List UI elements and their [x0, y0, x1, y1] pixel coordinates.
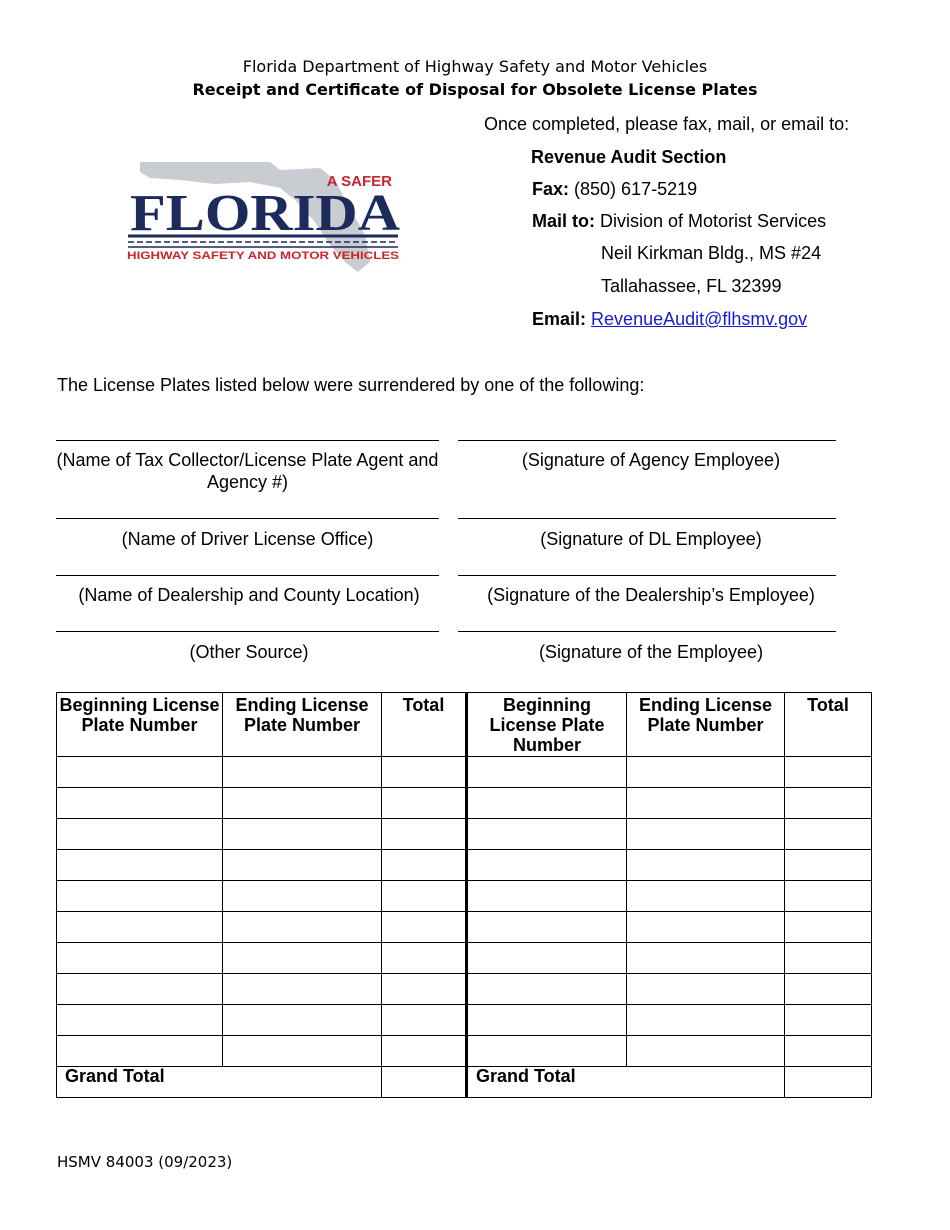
cell[interactable]: [467, 819, 627, 850]
table-row: [57, 1036, 872, 1067]
grand-total-label-2: Grand Total: [467, 1067, 785, 1098]
cell[interactable]: [785, 881, 872, 912]
logo-word: FLORIDA: [130, 185, 401, 242]
mail-line3: Tallahassee, FL 32399: [601, 276, 782, 296]
sig-label-employee: (Signature of the Employee): [538, 642, 764, 662]
plates-table: [56, 692, 872, 1098]
cell[interactable]: [382, 912, 467, 943]
sig-label-dealership-employee: (Signature of the Dealership’s Employee): [487, 585, 815, 605]
signature-line[interactable]: [458, 440, 836, 441]
grand-total-cell[interactable]: [382, 1067, 467, 1098]
grand-total-label: Grand Total: [57, 1067, 382, 1098]
cell[interactable]: [57, 881, 223, 912]
cell[interactable]: [382, 757, 467, 788]
cell[interactable]: [57, 788, 223, 819]
cell[interactable]: [57, 757, 223, 788]
table-row: [57, 974, 872, 1005]
signature-line[interactable]: [56, 575, 439, 576]
cell[interactable]: [223, 1036, 382, 1067]
cell[interactable]: [785, 850, 872, 881]
sig-label-dl-office: (Name of Driver License Office): [121, 529, 374, 549]
cell[interactable]: [223, 1005, 382, 1036]
table-header-row: [57, 693, 872, 757]
signature-line[interactable]: [56, 440, 439, 441]
mail-line2: Neil Kirkman Bldg., MS #24: [601, 243, 822, 263]
cell[interactable]: [627, 1005, 785, 1036]
cell[interactable]: [627, 912, 785, 943]
cell[interactable]: [223, 881, 382, 912]
email-label: Email:: [532, 309, 587, 329]
contact-email: [532, 309, 807, 330]
sig-label-dl-employee: (Signature of DL Employee): [540, 529, 762, 549]
col-total: Total: [382, 693, 467, 757]
col-beginning-number-2: Beginning License Plate Number: [467, 693, 627, 757]
cell[interactable]: [382, 1005, 467, 1036]
cell[interactable]: [382, 819, 467, 850]
cell[interactable]: [627, 1036, 785, 1067]
cell[interactable]: [57, 974, 223, 1005]
cell[interactable]: [467, 1036, 627, 1067]
col-ending-number-2: Ending License Plate Number: [627, 693, 785, 757]
cell[interactable]: [785, 943, 872, 974]
cell[interactable]: [223, 912, 382, 943]
cell[interactable]: [785, 788, 872, 819]
email-link[interactable]: RevenueAudit@flhsmv.gov: [591, 309, 808, 329]
cell[interactable]: [467, 788, 627, 819]
cell[interactable]: [785, 1005, 872, 1036]
sig-label-dealership: (Name of Dealership and County Location): [78, 585, 420, 605]
table-row: [57, 788, 872, 819]
table-row: [57, 819, 872, 850]
cell[interactable]: [467, 1005, 627, 1036]
cell[interactable]: [467, 974, 627, 1005]
logo-tagline: A SAFER: [326, 173, 392, 190]
cell[interactable]: [627, 850, 785, 881]
cell[interactable]: [627, 819, 785, 850]
signature-line[interactable]: [458, 631, 836, 632]
sig-label-tax-collector: (Name of Tax Collector/License Plate Agent and Agency #): [56, 450, 439, 492]
intro-text: The License Plates listed below were surrendered by one of the following:: [57, 375, 645, 395]
cell[interactable]: [467, 850, 627, 881]
cell[interactable]: [382, 974, 467, 1005]
mail-line1: Division of Motorist Services: [600, 211, 827, 231]
cell[interactable]: [785, 757, 872, 788]
cell[interactable]: [627, 974, 785, 1005]
cell[interactable]: [785, 974, 872, 1005]
signature-line[interactable]: [458, 575, 836, 576]
table-row: [57, 850, 872, 881]
cell[interactable]: [57, 943, 223, 974]
cell[interactable]: [785, 1036, 872, 1067]
grand-total-cell-2[interactable]: [785, 1067, 872, 1098]
cell[interactable]: [223, 974, 382, 1005]
cell[interactable]: [223, 943, 382, 974]
col-ending-number: Ending License Plate Number: [223, 693, 382, 757]
cell[interactable]: [382, 850, 467, 881]
contact-mail: [532, 211, 826, 232]
cell[interactable]: [785, 819, 872, 850]
contact-intro: Once completed, please fax, mail, or email to:: [484, 114, 850, 134]
form-title: Receipt and Certificate of Disposal for Obsolete License Plates: [192, 80, 758, 99]
cell[interactable]: [467, 757, 627, 788]
fax-number: (850) 617-5219: [574, 179, 698, 199]
contact-fax: [532, 179, 697, 200]
agency-name: Florida Department of Highway Safety and Motor Vehicles: [242, 57, 708, 76]
cell[interactable]: [57, 850, 223, 881]
mail-label: Mail to:: [532, 211, 595, 231]
cell[interactable]: [627, 881, 785, 912]
cell[interactable]: [223, 819, 382, 850]
sig-label-agency-employee: (Signature of Agency Employee): [521, 450, 781, 470]
logo-subtitle: HIGHWAY SAFETY AND MOTOR VEHICLES: [127, 250, 399, 262]
signature-line[interactable]: [458, 518, 836, 519]
cell[interactable]: [57, 1036, 223, 1067]
flhsmv-logo: [120, 150, 410, 285]
contact-section: Revenue Audit Section: [531, 147, 727, 167]
cell[interactable]: [57, 819, 223, 850]
grand-total-row: [57, 1067, 872, 1098]
signature-line[interactable]: [56, 631, 439, 632]
cell[interactable]: [382, 788, 467, 819]
cell[interactable]: [627, 788, 785, 819]
cell[interactable]: [467, 912, 627, 943]
cell[interactable]: [223, 757, 382, 788]
cell[interactable]: [382, 943, 467, 974]
cell[interactable]: [627, 943, 785, 974]
cell[interactable]: [57, 1005, 223, 1036]
fax-label: Fax:: [532, 179, 570, 199]
cell[interactable]: [467, 943, 627, 974]
table-row: [57, 757, 872, 788]
cell[interactable]: [223, 788, 382, 819]
table-row: [57, 881, 872, 912]
cell[interactable]: [223, 850, 382, 881]
table-row: [57, 1005, 872, 1036]
signature-line[interactable]: [56, 518, 439, 519]
cell[interactable]: [57, 912, 223, 943]
col-beginning-number: Beginning License Plate Number: [57, 693, 223, 757]
cell[interactable]: [467, 881, 627, 912]
sig-label-other-source: (Other Source): [189, 642, 309, 662]
form-number: HSMV 84003 (09/2023): [57, 1153, 233, 1171]
table-row: [57, 943, 872, 974]
cell[interactable]: [382, 1036, 467, 1067]
cell[interactable]: [785, 912, 872, 943]
cell[interactable]: [382, 881, 467, 912]
col-total-2: Total: [785, 693, 872, 757]
cell[interactable]: [627, 757, 785, 788]
table-row: [57, 912, 872, 943]
